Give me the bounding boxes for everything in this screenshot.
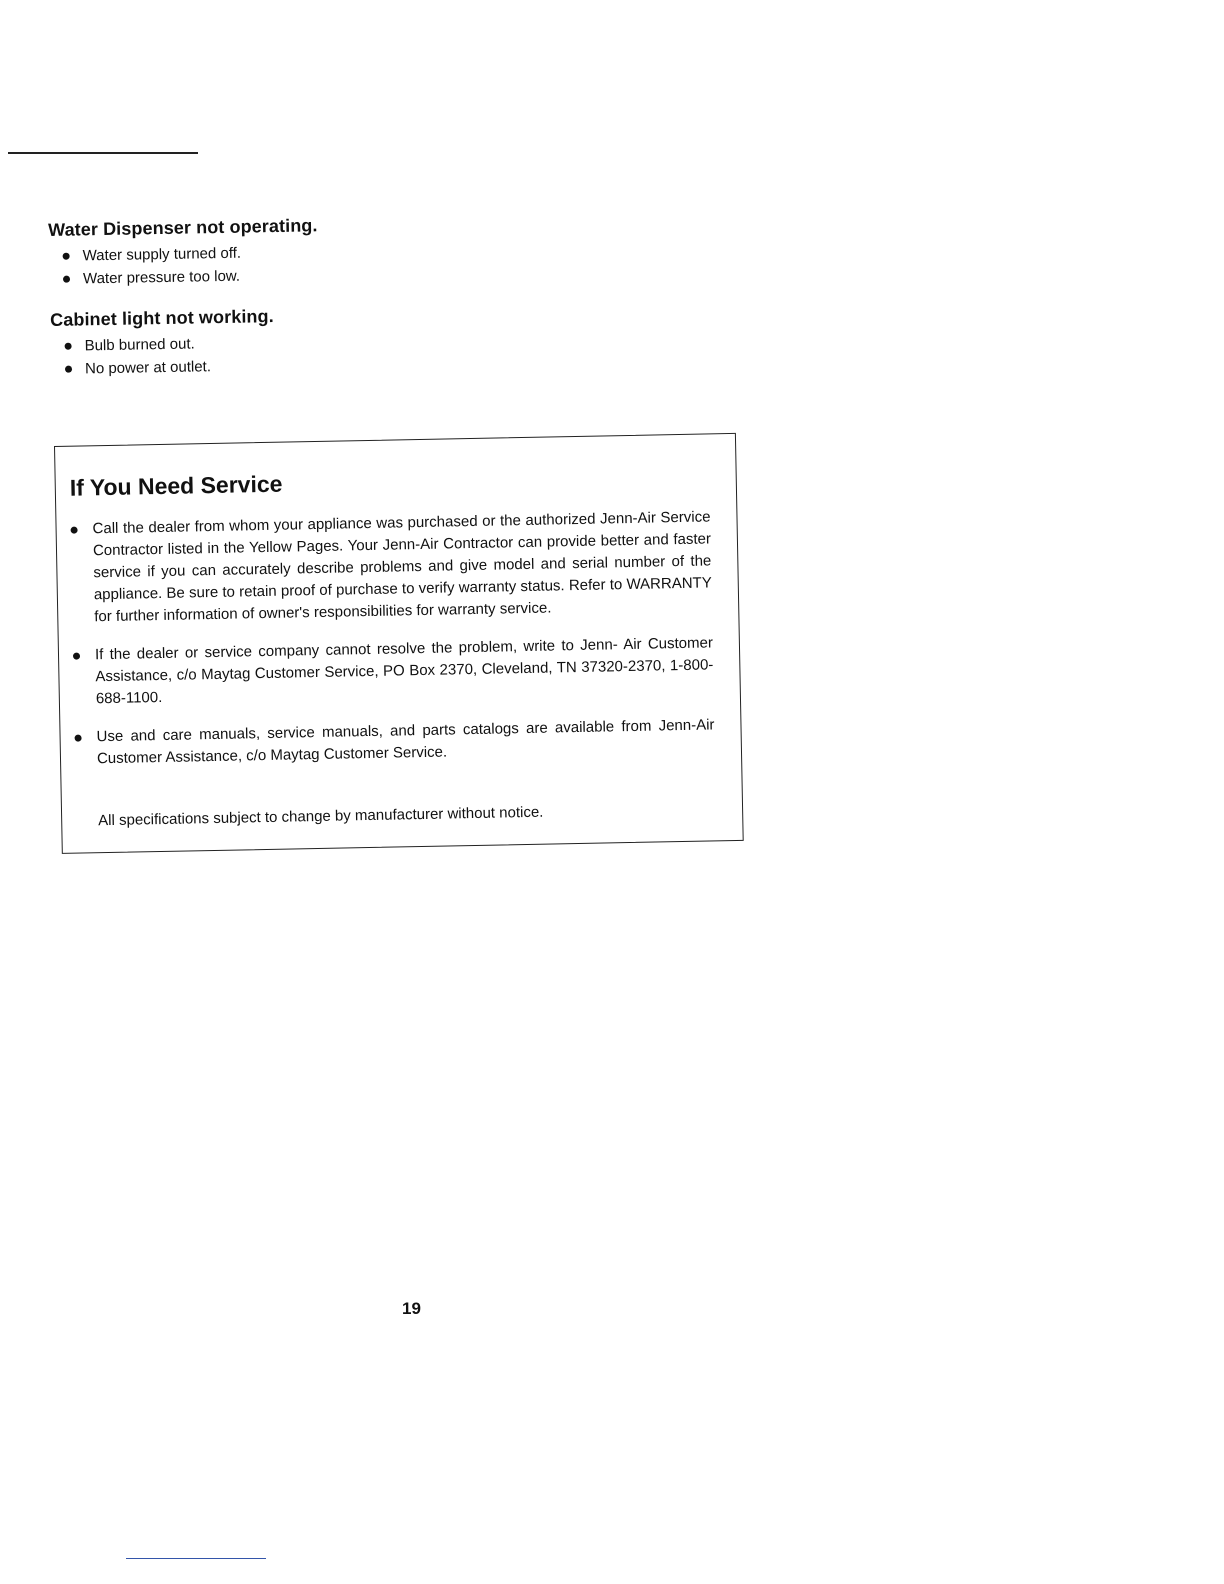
cause-item: Water pressure too low. [61, 263, 319, 290]
troubleshooting-cabinet-light [50, 306, 275, 381]
service-list [70, 506, 715, 786]
service-item: Call the dealer from whom your appliance was purchased or the authorized Jenn-Air Service Contractor listed in the Yellow Pages. Your Jenn-Air Contractor can provide better and faster service if you can accurately describe problems and give model and serial number of the appliance. Be sure to retain proof of purchase to verify warranty status. Refer to WARRANTY for further information of owner's responsibilities for warranty service. [70, 506, 712, 628]
cause-item: Water supply turned off. [60, 240, 318, 267]
service-item: If the dealer or service company cannot resolve the problem, write to Jenn- Air Customer Assistance, c/o Maytag Customer Service, PO Box 2370, Cleveland, TN 37320-2370, 1-800-688-1100. [73, 632, 714, 710]
service-title: If You Need Service [69, 470, 283, 501]
section-heading: Cabinet light not working. [50, 306, 274, 330]
top-divider [8, 152, 198, 154]
section-heading: Water Dispenser not operating. [48, 215, 318, 240]
bottom-divider [126, 1558, 266, 1559]
page-number: 19 [402, 1299, 421, 1318]
service-item: Use and care manuals, service manuals, and parts catalogs are available from Jenn-Air Customer Assistance, c/o Maytag Customer Service. [74, 714, 715, 770]
specifications-note: All specifications subject to change by manufacturer without notice. [98, 803, 544, 830]
cause-list [48, 240, 318, 291]
cause-item: Bulb burned out. [62, 331, 274, 358]
cause-list [50, 331, 274, 381]
troubleshooting-water-dispenser [48, 215, 319, 291]
service-info-box [54, 433, 744, 854]
cause-item: No power at outlet. [63, 354, 275, 381]
